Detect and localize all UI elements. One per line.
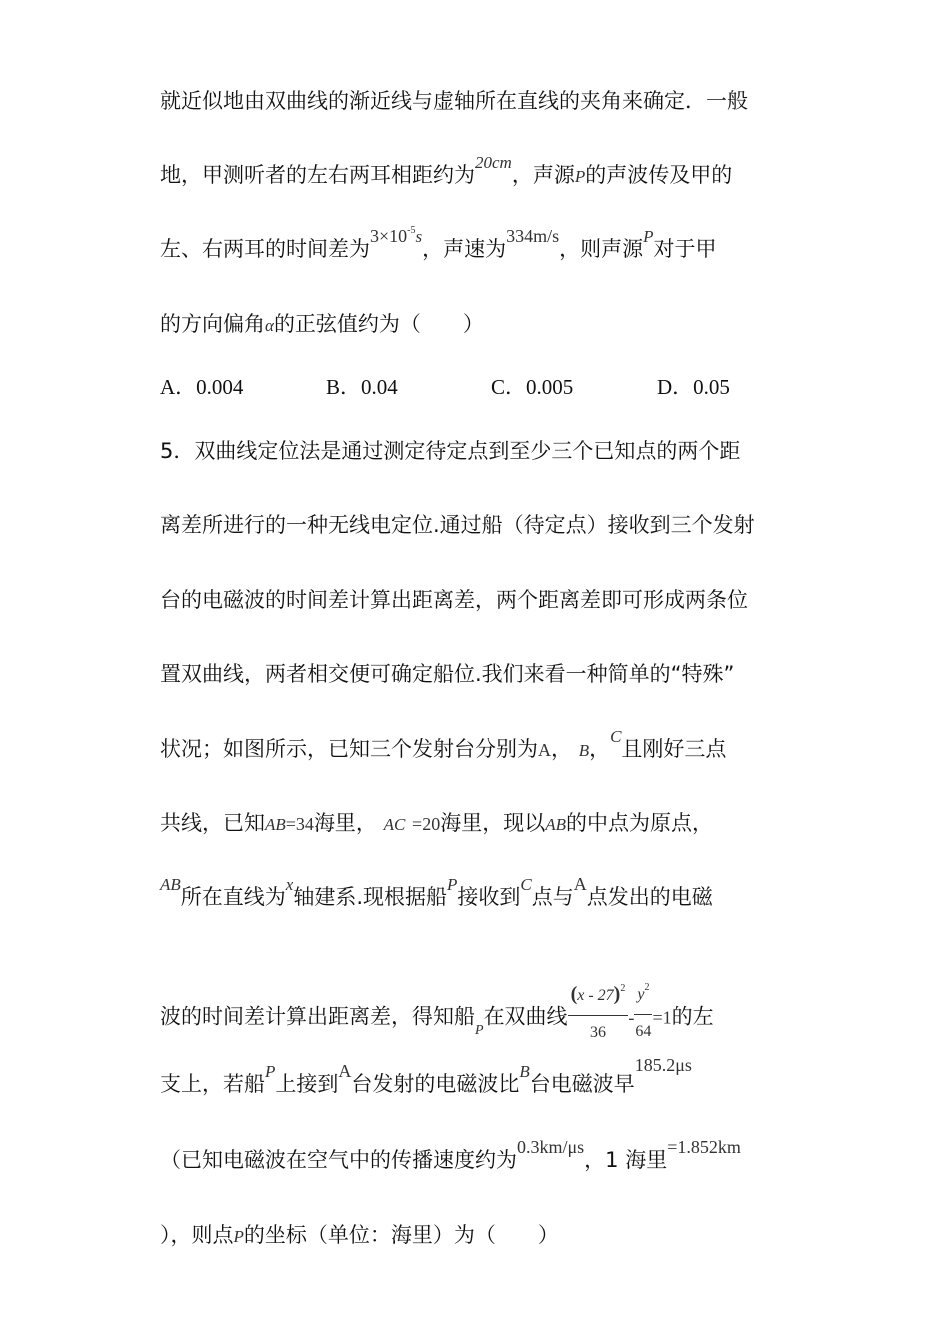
text: 接收到 <box>457 885 521 909</box>
math-20: =20 <box>412 814 441 834</box>
text: 海里， <box>313 811 377 835</box>
math-time: 185.2μs <box>634 1055 692 1075</box>
time-unit: s <box>415 227 423 246</box>
text: 上接到 <box>275 1072 339 1096</box>
fraction-x-denominator: 36 <box>589 1024 606 1041</box>
math-AB: AB <box>160 875 181 894</box>
math-alpha: α <box>265 316 274 335</box>
text: 状况；如图所示，已知三个发射台分别为 <box>160 737 538 761</box>
text: 对于甲 <box>653 237 717 261</box>
math-B: B <box>578 741 590 760</box>
question-5-line <box>160 727 800 766</box>
fraction-y <box>634 980 652 1047</box>
math-AB: AB <box>545 815 566 834</box>
fraction-y-denominator: 64 <box>635 1023 652 1040</box>
question-5-line <box>160 808 800 840</box>
question-5-line <box>160 874 800 914</box>
math-P: P <box>265 1062 276 1081</box>
text: 波的时间差计算出距离差，得知船 <box>160 1004 475 1029</box>
exponent: 2 <box>620 983 626 994</box>
question-5-line <box>160 983 800 1052</box>
fraction-x-numerator: x - 27 <box>577 987 614 1004</box>
math-C: C <box>610 727 622 746</box>
math-B: B <box>519 1062 530 1081</box>
text: 点与 <box>531 885 574 909</box>
text: （已知电磁波在空气中的传播速度约为 <box>160 1148 517 1172</box>
time-exponent: -5 <box>407 225 416 236</box>
math-time <box>370 226 422 246</box>
math-P: P <box>233 1227 244 1246</box>
question-5-line: 置双曲线，两者相交便可确定船位.我们来看一种简单的“特殊” <box>160 662 735 686</box>
math-velocity: 0.3km/μs <box>517 1137 585 1157</box>
text: 的左 <box>671 1004 714 1029</box>
text: ，声速为 <box>422 237 507 261</box>
text: 支上，若船 <box>160 1072 265 1096</box>
time-base: 3×10 <box>370 226 408 246</box>
math-km: =1.852km <box>667 1137 741 1157</box>
math-x: x <box>285 875 294 894</box>
math-eq1: =1 <box>652 1007 672 1028</box>
text: 海里，现以 <box>440 811 546 835</box>
text: ，则声源 <box>559 237 644 261</box>
text: ， <box>589 737 611 761</box>
text: 台发射的电磁波比 <box>351 1072 520 1096</box>
math-minus: - <box>628 1007 635 1028</box>
question-5-line: 5．双曲线定位法是通过测定待定点到至少三个已知点的两个距 <box>160 439 741 463</box>
question-5-line <box>160 1137 800 1176</box>
math-AB: AB <box>265 815 286 834</box>
text: 所在直线为 <box>180 885 286 909</box>
text-line <box>160 153 800 192</box>
text: 的中点为原点， <box>565 811 713 835</box>
text: 的方向偏角 <box>160 312 265 336</box>
option-b[interactable]: B．0.04 <box>326 375 398 399</box>
text: 在双曲线 <box>483 1004 568 1029</box>
text: ），则点 <box>160 1223 234 1247</box>
text: ，声源 <box>511 163 575 187</box>
math-34: =34 <box>285 814 314 834</box>
math-A: A <box>573 874 587 894</box>
text: 点发出的电磁 <box>586 885 713 909</box>
math-P: P <box>574 167 586 186</box>
math-speed: 334m/s <box>506 226 560 246</box>
math-AC: AC <box>383 815 406 834</box>
option-d[interactable]: D．0.05 <box>657 375 730 399</box>
option-c[interactable]: C．0.005 <box>491 375 574 399</box>
text: 轴建系.现根据船 <box>293 885 448 909</box>
exponent: 2 <box>644 982 650 993</box>
text: 的坐标（单位：海里）为（ ） <box>243 1223 559 1247</box>
text: 的正弦值约为（ ） <box>273 312 484 336</box>
text: 台电磁波早 <box>529 1072 635 1096</box>
math-P: P <box>643 227 654 246</box>
option-a[interactable]: A．0.004 <box>160 375 244 399</box>
text: 且刚好三点 <box>621 737 727 761</box>
math-A: A <box>338 1061 352 1081</box>
math-P: P <box>475 1022 484 1038</box>
text: ，1 海里 <box>584 1148 668 1172</box>
text: ， <box>551 737 572 761</box>
question-5-line <box>160 1220 800 1252</box>
question-5-line <box>160 1055 800 1101</box>
text: 的声波传及甲的 <box>585 163 733 187</box>
question-5-line: 台的电磁波的时间差计算出距离差，两个距离差即可形成两条位 <box>160 588 748 612</box>
math-C: C <box>520 875 532 894</box>
math-A: A <box>538 740 551 760</box>
fraction-y-numerator: y <box>637 986 645 1003</box>
math-dist: 20cm <box>475 153 512 172</box>
question-5-line: 离差所进行的一种无线电定位.通过船（待定点）接收到三个发射 <box>160 513 755 537</box>
fraction-x: $\frac{(x - 27)^2}{36}$ <box>568 979 629 1048</box>
text: 左、右两耳的时间差为 <box>160 237 370 261</box>
text-line: 就近似地由双曲线的渐近线与虚轴所在直线的夹角来确定．一般 <box>160 89 748 113</box>
text: 地，甲测听者的左右两耳相距约为 <box>160 163 475 187</box>
text-line <box>160 225 800 269</box>
math-P: P <box>447 875 458 894</box>
text: 共线，已知 <box>160 811 265 835</box>
text-line <box>160 309 800 341</box>
